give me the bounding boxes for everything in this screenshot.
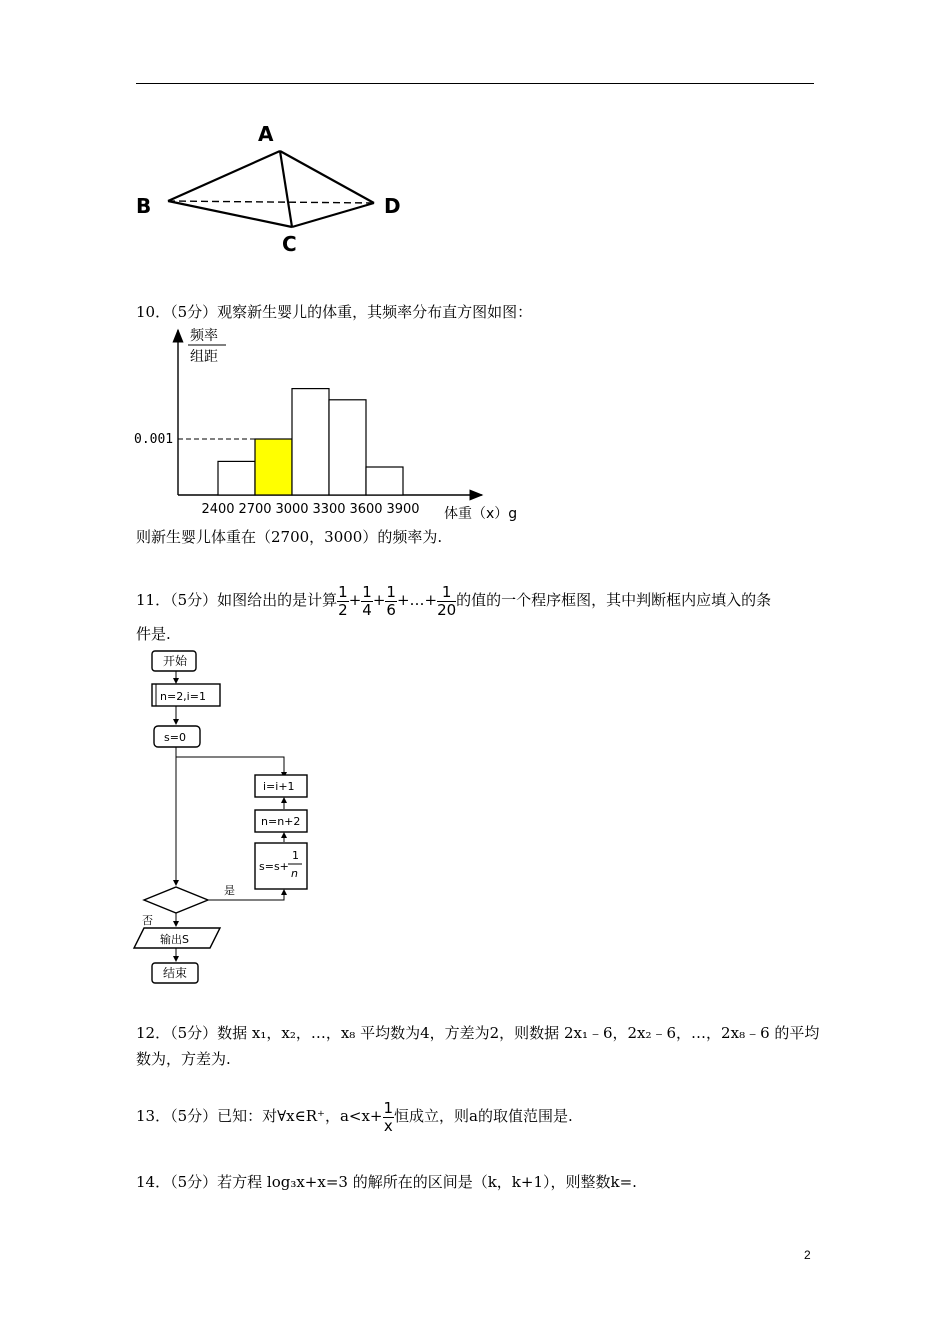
x-tick-label: 3000 [275, 502, 309, 517]
q13-text [136, 1098, 573, 1135]
ellipsis: +…+ [396, 591, 438, 609]
inc-i-label: i=i+1 [263, 780, 295, 793]
edge-bd-hidden [168, 201, 374, 203]
decision-diamond [144, 887, 208, 913]
vertex-a-label: A [258, 122, 274, 146]
edge-ba [168, 151, 280, 201]
output-label: 输出S [160, 933, 189, 946]
q14-text: 14．（5分）若方程 log₃x+x=3 的解所在的区间是（k，k+1），则整数k=. [136, 1173, 637, 1191]
edge-ac [280, 151, 292, 227]
ytick-label: 0.001 [134, 432, 174, 447]
x-tick-label: 2700 [238, 502, 272, 517]
histogram-bar [366, 467, 403, 495]
q11-suffix: 件是. [136, 625, 171, 643]
s-update-label: s=s+ [259, 860, 289, 873]
frac-1-4: $\frac{1}{4}$ [362, 582, 372, 619]
vertex-b-label: B [136, 194, 152, 218]
x-tick-label: 3300 [312, 502, 346, 517]
end-label: 结束 [163, 966, 188, 980]
histogram-bar [329, 400, 366, 495]
histogram-bar [255, 439, 292, 495]
edge-ad [280, 151, 374, 203]
vertex-d-label: D [384, 194, 401, 218]
s-update-frac-den: n [291, 867, 298, 880]
q11-middle: 的值的一个程序框图，其中判断框内应填入的条 [456, 591, 772, 609]
xlabel: 体重（x）g [444, 506, 518, 522]
histogram-bar [218, 461, 255, 495]
q12-line1: 12．（5分）数据 x₁，x₂，…，x₈ 平均数为4，方差为2，则数据 2x₁﹣6，2x₂﹣6，…，2x₈﹣6 的平均 [136, 1024, 820, 1042]
x-tick-label: 3600 [349, 502, 383, 517]
s-update-frac-num: 1 [292, 849, 299, 862]
edge-cd [292, 203, 374, 227]
frac-1-20: $\frac{1}{20}$ [437, 582, 457, 619]
q11-text [136, 582, 771, 619]
frac-1-2: $\frac{1}{2}$ [338, 582, 348, 619]
edge-bc [168, 201, 292, 227]
x-tick-label: 3900 [386, 502, 420, 517]
q10-answer-text: 则新生婴儿体重在（2700，3000）的频率为. [136, 528, 443, 546]
histogram-bar [292, 389, 329, 495]
header-rule [136, 83, 814, 84]
q12-line2: 数为，方差为. [136, 1050, 231, 1068]
init-label: n=2,i=1 [160, 690, 206, 703]
s0-label: s=0 [164, 731, 186, 744]
q13-prefix: 13．（5分）已知：对∀x∈R⁺，a<x+ [136, 1107, 383, 1125]
flowchart [130, 645, 330, 990]
q11-prefix: 11．（5分）如图给出的是计算 [136, 591, 338, 609]
x-tick-label: 2400 [201, 502, 235, 517]
tetrahedron-figure [130, 115, 420, 260]
q13-suffix: 恒成立，则a的取值范围是. [394, 1107, 573, 1125]
inc-n-label: n=n+2 [261, 815, 301, 828]
no-label: 否 [142, 914, 153, 927]
plus-2: + [372, 591, 386, 609]
yes-label: 是 [224, 884, 235, 897]
page-number: 2 [804, 1248, 811, 1262]
start-label: 开始 [163, 654, 188, 668]
ylabel-bottom: 组距 [190, 349, 218, 365]
plus-1: + [348, 591, 362, 609]
q10-text: 10．（5分）观察新生婴儿的体重，其频率分布直方图如图： [136, 303, 533, 321]
frac-1-6: $\frac{1}{6}$ [386, 582, 396, 619]
histogram-chart [130, 320, 530, 525]
vertex-c-label: C [282, 232, 297, 256]
frac-1-x: $\frac{1}{x}$ [383, 1098, 394, 1135]
ylabel-top: 频率 [190, 328, 218, 344]
